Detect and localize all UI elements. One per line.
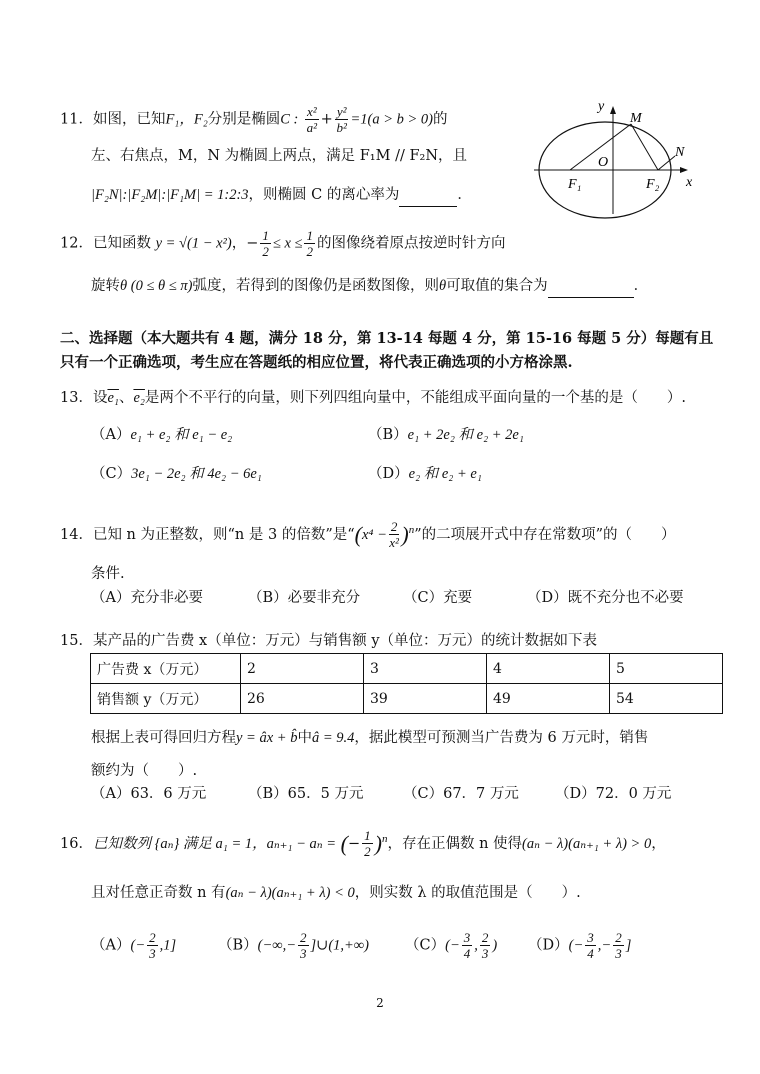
q11-number: 11． bbox=[60, 111, 93, 128]
section2-heading-line2: 只有一个正确选项，考生应在答题纸的相应位置，将代表正确选项的小方格涂黑. bbox=[60, 354, 573, 371]
binomial-expression: ( bbox=[354, 521, 362, 547]
table-cell: 39 bbox=[364, 684, 487, 714]
q13-option-d[interactable]: （D）e₂ 和 e₂ + e₁ bbox=[368, 466, 482, 482]
table-cell: 5 bbox=[610, 654, 723, 684]
fraction-x2-a2: $\frac{\text{x²}}{\text{a²}}$ bbox=[306, 104, 318, 135]
x-axis-arrow bbox=[680, 167, 688, 173]
table-cell: 2 bbox=[241, 654, 364, 684]
answer-blank bbox=[399, 184, 457, 207]
q14-line2: 条件. bbox=[91, 566, 125, 582]
q15-stem: 15．某产品的广告费 x（单位：万元）与销售额 y（单位：万元）的统计数据如下表 bbox=[60, 633, 598, 649]
q14-number: 14． bbox=[60, 526, 93, 543]
answer-blank bbox=[548, 275, 634, 298]
q16-number: 16． bbox=[60, 835, 93, 852]
q13-stem: 13．设e₁、e₂是两个不平行的向量，则下列四组向量中，不能组成平面向量的一个基的是（ ）. bbox=[60, 390, 687, 406]
q15-option-a[interactable]: （A）63．6 万元 bbox=[91, 786, 207, 802]
table-cell: 4 bbox=[487, 654, 610, 684]
table-cell: 3 bbox=[364, 654, 487, 684]
fraction-half: $\frac{1}{2}$ bbox=[364, 828, 371, 860]
q15-line2: 根据上表可得回归方程y = âx + b̂中â = 9.4，据此模型可预测当广告费为 6 万元时，销售 bbox=[91, 730, 649, 746]
table-cell: 54 bbox=[610, 684, 723, 714]
q15-line3: 额约为（ ）. bbox=[91, 763, 198, 779]
q14-stem: 14．已知 n 为正整数，则“n 是 3 的倍数”是“(x⁴ − $\frac{2}{\text{x²}}$ )$^n$”的二项展开式中存在常数项”的（ ） bbox=[60, 519, 676, 551]
q16-option-d[interactable]: （D）(− $\frac{3}{4}$ ,− $\frac{2}{3}$ ] bbox=[528, 930, 632, 961]
section2-heading-line1: 二、选择题（本大题共有 4 题，满分 18 分，第 13-14 每题 4 分，第 15-16 每题 5 分）每题有且 bbox=[60, 330, 714, 347]
label-f2: F₂ bbox=[646, 177, 660, 192]
table-cell: 销售额 y（万元） bbox=[91, 684, 241, 714]
q11-line2: 左、右焦点，M，N 为椭圆上两点，满足 F₁M // F₂N，且 bbox=[91, 148, 468, 164]
q12-number: 12． bbox=[60, 235, 93, 252]
y-axis-arrow bbox=[610, 106, 616, 114]
q12-line1: 12．已知函数 y = √(1 − x²)，− $\frac{1}{2}$ ≤ x ≤ $\frac{1}{2}$ 的图像绕着原点按逆时针方向 bbox=[60, 228, 506, 259]
label-f1: F₁ bbox=[568, 177, 582, 192]
q12-line2: 旋转θ (0 ≤ θ ≤ π)弧度，若得到的图像仍是函数图像，则θ可取值的集合为 ． bbox=[91, 275, 648, 298]
table-cell: 广告费 x（万元） bbox=[91, 654, 241, 684]
fraction-half: $\frac{1}{2}$ bbox=[262, 228, 269, 259]
q16-line1: 16．已知数列 {aₙ} 满足 a₁ = 1，aₙ₊₁ − aₙ = (− $\frac{1}{2}$ )$^n$，存在正偶数 n 使得(aₙ − λ)(aₙ₊₁ + λ) > 0， bbox=[60, 828, 666, 860]
label-o: O bbox=[598, 155, 609, 170]
q13-option-a[interactable]: （A）e₁ + e₂ 和 e₁ − e₂ bbox=[91, 427, 233, 443]
table-row bbox=[91, 684, 723, 714]
q13-option-b[interactable]: （B）e₁ + 2e₂ 和 e₂ + 2e₁ bbox=[368, 427, 524, 443]
table-row bbox=[91, 654, 723, 684]
label-x: x bbox=[686, 175, 693, 190]
fraction-y2-b2: $\frac{\text{y²}}{\text{b²}}$ bbox=[336, 104, 347, 135]
table-cell: 26 bbox=[241, 684, 364, 714]
ellipse-figure bbox=[530, 96, 710, 222]
table-cell: 49 bbox=[487, 684, 610, 714]
label-m: M bbox=[630, 111, 642, 126]
q15-number: 15． bbox=[60, 633, 93, 649]
q15-option-d[interactable]: （D）72．0 万元 bbox=[555, 786, 672, 802]
page-number: 2 bbox=[376, 996, 384, 1010]
q14-option-b[interactable]: （B）必要非充分 bbox=[248, 590, 361, 606]
q16-option-c[interactable]: （C）(− $\frac{3}{4}$ , $\frac{2}{3}$ ) bbox=[405, 930, 498, 961]
label-n: N bbox=[675, 145, 685, 160]
q13-number: 13． bbox=[60, 390, 93, 406]
stats-table bbox=[90, 653, 723, 714]
q15-option-c[interactable]: （C）67．7 万元 bbox=[403, 786, 519, 802]
q14-option-a[interactable]: （A）充分非必要 bbox=[91, 590, 203, 606]
q11-line3: |F₂N|:|F₂M|:|F₁M| = 1:2:3，则椭圆 C 的离心率为 ． bbox=[91, 184, 472, 207]
q13-option-c[interactable]: （C）3e₁ − 2e₂ 和 4e₂ − 6e₁ bbox=[91, 466, 262, 482]
fraction-2-x2: $\frac{2}{\text{x²}}$ bbox=[389, 519, 399, 551]
q14-option-d[interactable]: （D）既不充分也不必要 bbox=[527, 590, 684, 606]
q16-line2: 且对任意正奇数 n 有(aₙ − λ)(aₙ₊₁ + λ) < 0，则实数 λ 的取值范围是（ ）. bbox=[91, 885, 581, 901]
q16-option-a[interactable]: （A）(− $\frac{2}{3}$ ,1] bbox=[91, 930, 177, 961]
segment-f2-n bbox=[658, 156, 675, 170]
label-y: y bbox=[598, 99, 605, 114]
q16-option-b[interactable]: （B）(−∞,− $\frac{2}{3}$ ]∪(1,+∞) bbox=[218, 930, 369, 961]
fraction-half: $\frac{1}{2}$ bbox=[306, 228, 313, 259]
q11-line1: 11．如图，已知F₁，F₂分别是椭圆C : $\frac{\text{x²}}{\text{a²}}$ + $\frac{\text{y²}}{\text{b²}}$ =1(a > b > 0)的 bbox=[60, 104, 448, 135]
q14-option-c[interactable]: （C）充要 bbox=[403, 590, 473, 606]
q15-option-b[interactable]: （B）65．5 万元 bbox=[248, 786, 364, 802]
